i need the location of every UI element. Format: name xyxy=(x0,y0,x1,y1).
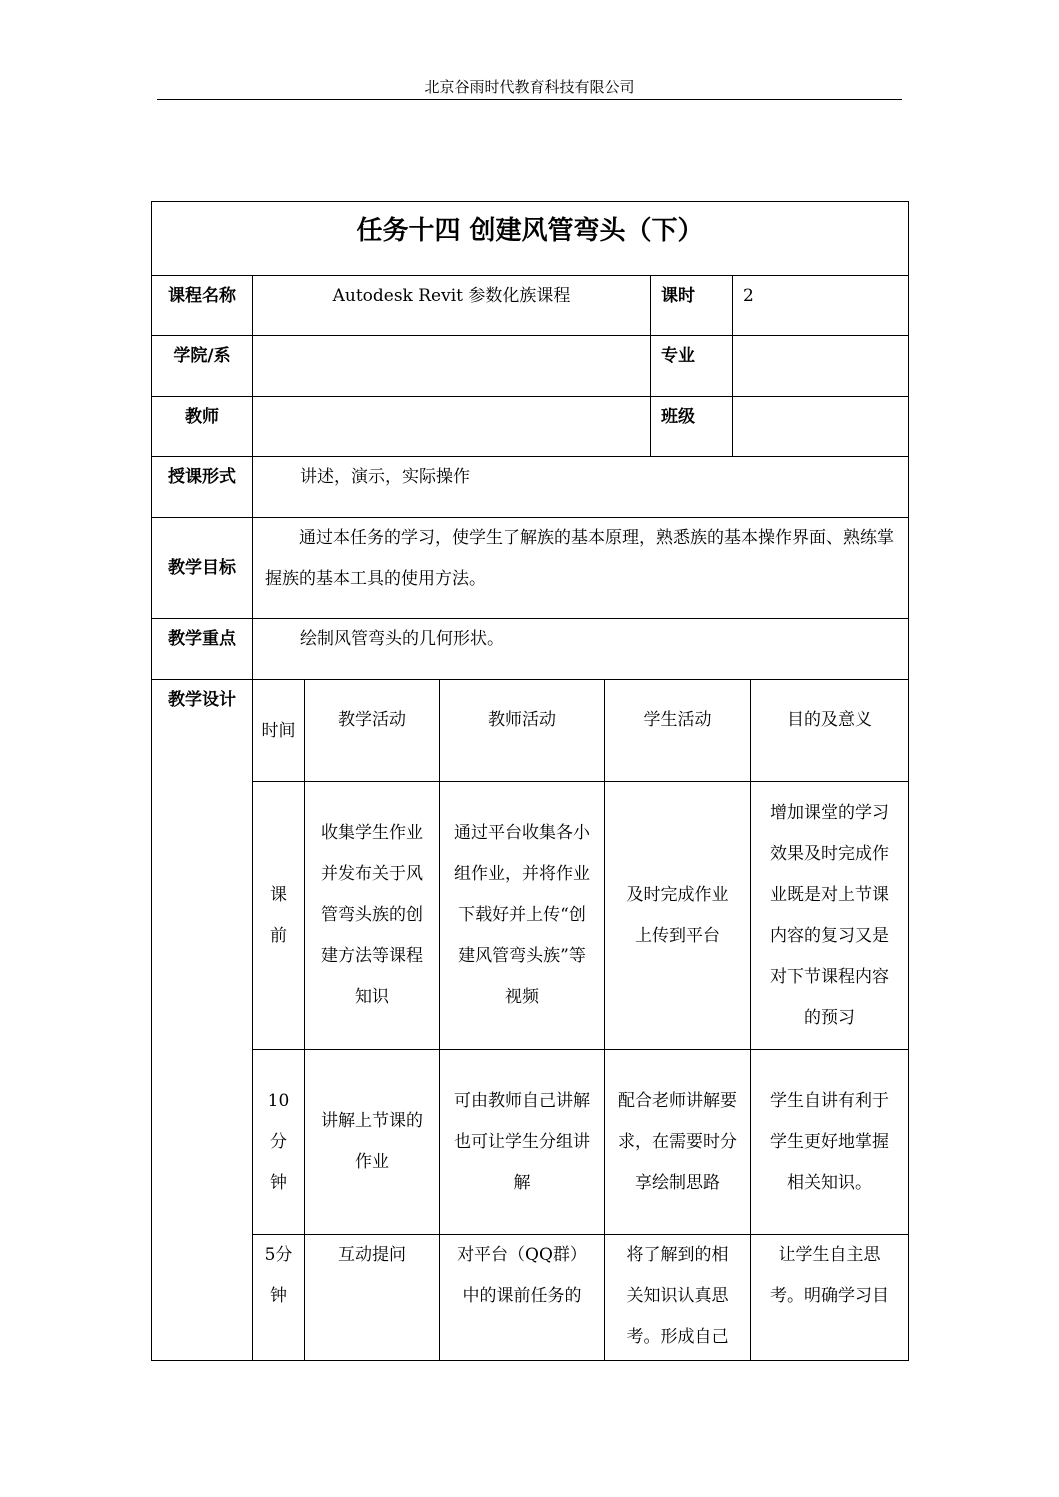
lesson-plan-table xyxy=(151,201,909,1361)
row2-teacher: 可由教师自己讲解也可让学生分组讲解 xyxy=(440,1050,605,1235)
row1-teacher: 通过平台收集各小组作业，并将作业下载好并上传“创建风管弯头族”等视频 xyxy=(440,782,605,1050)
hours-label: 课时 xyxy=(651,276,733,336)
header-time: 时间 xyxy=(253,680,305,782)
row2-activity: 讲解上节课的作业 xyxy=(305,1050,440,1235)
college-value xyxy=(253,336,651,397)
page-header: 北京谷雨时代教育科技有限公司 xyxy=(424,78,635,96)
row2-student: 配合老师讲解要求，在需要时分享绘制思路 xyxy=(605,1050,751,1235)
major-label: 专业 xyxy=(651,336,733,397)
college-label: 学院/系 xyxy=(152,336,253,397)
row1-purpose: 增加课堂的学习效果及时完成作业既是对上节课内容的复习又是对下节课程内容的预习 xyxy=(751,782,908,1050)
goal-label: 教学目标 xyxy=(152,518,253,619)
header-activity: 教学活动 xyxy=(305,680,440,782)
header-rule xyxy=(157,99,902,100)
class-label: 班级 xyxy=(651,397,733,457)
header-purpose: 目的及意义 xyxy=(751,680,908,782)
form-label: 授课形式 xyxy=(152,457,253,518)
teacher-label: 教师 xyxy=(152,397,253,457)
focus-label: 教学重点 xyxy=(152,619,253,680)
class-value xyxy=(733,397,908,457)
row1-time: 课前 xyxy=(253,782,305,1050)
form-value: 讲述，演示，实际操作 xyxy=(253,457,908,518)
row1-activity: 收集学生作业并发布关于风管弯头族的创建方法等课程知识 xyxy=(305,782,440,1050)
row3-time: 5分钟 xyxy=(253,1235,305,1360)
hours-value: 2 xyxy=(733,276,908,336)
course-value: Autodesk Revit 参数化族课程 xyxy=(253,276,651,336)
design-label: 教学设计 xyxy=(152,680,253,1360)
focus-value: 绘制风管弯头的几何形状。 xyxy=(253,619,908,680)
course-label: 课程名称 xyxy=(152,276,253,336)
row2-purpose: 学生自讲有利于学生更好地掌握相关知识。 xyxy=(751,1050,908,1235)
row1-student: 及时完成作业上传到平台 xyxy=(605,782,751,1050)
row3-student: 将了解到的相关知识认真思考。形成自己 xyxy=(605,1235,751,1360)
row3-teacher: 对平台（QQ群）中的课前任务的 xyxy=(440,1235,605,1360)
major-value xyxy=(733,336,908,397)
row2-time: 10分钟 xyxy=(253,1050,305,1235)
goal-value: 通过本任务的学习，使学生了解族的基本原理，熟悉族的基本操作界面、熟练掌握族的基本工具的使用方法。 xyxy=(253,518,908,619)
header-teacher: 教师活动 xyxy=(440,680,605,782)
header-student: 学生活动 xyxy=(605,680,751,782)
teacher-value xyxy=(253,397,651,457)
row3-activity: 互动提问 xyxy=(305,1235,440,1360)
lesson-title: 任务十四 创建风管弯头（下） xyxy=(152,202,908,276)
row3-purpose: 让学生自主思考。明确学习目 xyxy=(770,1245,889,1306)
